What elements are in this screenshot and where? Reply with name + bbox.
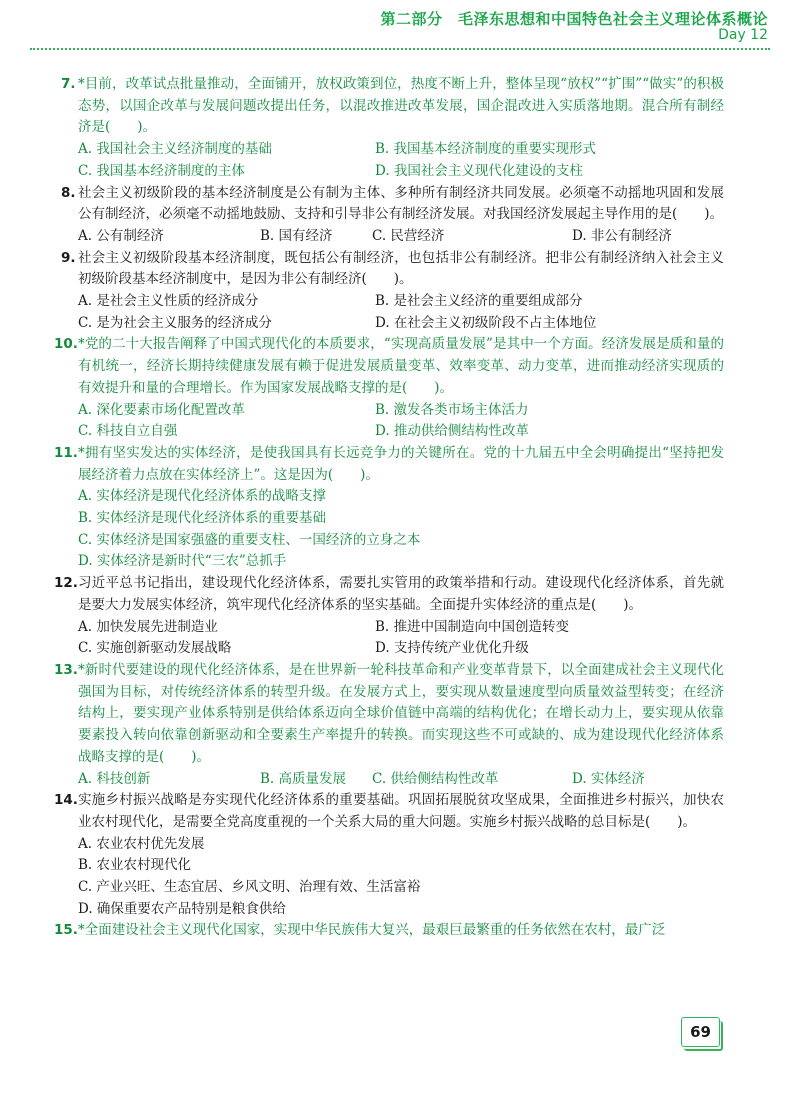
answer-option: B. 是社会主义经济的重要组成部分 <box>375 293 583 310</box>
question-item <box>54 660 724 790</box>
answer-option: D. 我国社会主义现代化建设的支柱 <box>375 162 583 179</box>
question-stem <box>78 443 724 486</box>
answer-option: B. 国有经济 <box>260 227 333 244</box>
question-stem <box>78 74 724 139</box>
answer-option: A. 加快发展先进制造业 <box>78 618 218 635</box>
answer-option: C. 我国基本经济制度的主体 <box>78 162 245 179</box>
question-number: 10. <box>54 336 78 353</box>
question-item <box>54 443 724 573</box>
question-number: 15. <box>54 922 78 939</box>
answer-option: D. 确保重要农产品特别是粮食供给 <box>78 900 286 917</box>
answer-options <box>78 400 724 443</box>
answer-option: C. 供给侧结构性改革 <box>372 770 499 787</box>
question-text: 目前，改革试点批量推动，全面铺开，放权政策到位，热度不断上升，整体呈现“放权”“扩围”“做实”的积极态势，以国企改革与发展问题改提出任务，以混改推进改革发展，国企混改进入实质落地期。混合所有制经济是( )。 <box>78 76 724 136</box>
key-question-marker: * <box>78 336 85 353</box>
answer-option: A. 实体经济是现代化经济体系的战略支撑 <box>78 488 326 505</box>
question-item <box>54 334 724 443</box>
key-question-marker: * <box>78 661 85 678</box>
answer-option: A. 我国社会主义经济制度的基础 <box>78 141 272 158</box>
question-text: 社会主义初级阶段的基本经济制度是公有制为主体、多种所有制经济共同发展。必须毫不动摇地巩固和发展公有制经济，必须毫不动摇地鼓励、支持和引导非公有制经济发展。对我国经济发展起主导作用的是( )。 <box>78 184 724 223</box>
header-dotted-divider <box>30 48 770 50</box>
answer-option: D. 支持传统产业优化升级 <box>375 640 529 657</box>
question-list <box>54 74 724 942</box>
answer-option: B. 激发各类市场主体活力 <box>375 401 529 418</box>
question-number: 13. <box>54 661 78 678</box>
question-item <box>61 183 724 248</box>
answer-option: D. 非公有制经济 <box>572 227 672 244</box>
question-text: 实施乡村振兴战略是夯实现代化经济体系的重要基础。巩固拓展脱贫攻坚成果，全面推进乡村振兴，加快农业农村现代化，是需要全党高度重视的一个关系大局的重大问题。实施乡村振兴战略的总目标是( )。 <box>78 792 724 830</box>
question-item <box>61 74 724 183</box>
answer-option: A. 公有制经济 <box>78 227 164 244</box>
question-text: 习近平总书记指出，建设现代化经济体系，需要扎实管用的政策举措和行动。建设现代化经济体系，首先就是要大力发展实体经济，筑牢现代化经济体系的坚实基础。全面提升实体经济的重点是( )。 <box>78 575 724 613</box>
question-stem <box>78 248 724 291</box>
answer-option: A. 农业农村优先发展 <box>78 835 205 852</box>
answer-option: C. 民营经济 <box>372 227 445 244</box>
answer-options <box>78 226 724 248</box>
answer-option: A. 科技创新 <box>78 770 151 787</box>
question-number: 9. <box>61 249 76 266</box>
answer-options <box>78 834 724 921</box>
question-text: 社会主义初级阶段基本经济制度，既包括公有制经济，也包括非公有制经济。把非公有制经济纳入社会主义初级阶段基本经济制度中，是因为非公有制经济( )。 <box>78 249 724 288</box>
answer-option: D. 实体经济 <box>572 770 645 787</box>
answer-option: C. 实施创新驱动发展战略 <box>78 640 232 657</box>
question-text: 全面建设社会主义现代化国家，实现中华民族伟大复兴，最艰巨最繁重的任务依然在农村，最广泛 <box>84 922 666 939</box>
answer-option: D. 在社会主义初级阶段不占主体地位 <box>375 314 597 331</box>
question-text: 党的二十大报告阐释了中国式现代化的本质要求，“实现高质量发展”是其中一个方面。经济发展是质和量的有机统一，经济长期持续健康发展有赖于促进发展质量变革、效率变革、动力变革，进而推动经济实现质的有效提升和量的合理增长。作为国家发展战略支撑的是( )。 <box>78 336 724 396</box>
page-header <box>0 0 800 48</box>
question-stem <box>78 183 724 226</box>
question-item <box>54 920 724 942</box>
answer-option: C. 实体经济是国家强盛的重要支柱、一国经济的立身之本 <box>78 531 421 548</box>
page-number: 69 <box>681 1017 720 1047</box>
answer-options <box>78 617 724 660</box>
question-item <box>54 573 724 660</box>
header-day-label: Day 12 <box>718 27 768 43</box>
answer-options <box>78 291 724 334</box>
question-stem <box>78 790 724 833</box>
question-text: 拥有坚实发达的实体经济，是使我国具有长远竞争力的关键所在。党的十九届五中全会明确提出“坚持把发展经济着力点放在实体经济上”。这是因为( )。 <box>78 444 724 483</box>
answer-option: C. 是为社会主义服务的经济成分 <box>78 314 272 331</box>
key-question-marker: * <box>78 76 85 92</box>
question-number: 12. <box>54 575 78 592</box>
key-question-marker: * <box>78 922 85 939</box>
header-title: 第二部分 毛泽东思想和中国特色社会主义理论体系概论 <box>380 10 768 28</box>
answer-option: B. 我国基本经济制度的重要实现形式 <box>375 141 597 158</box>
question-stem <box>78 334 724 399</box>
key-question-marker: * <box>78 444 85 461</box>
answer-option: D. 推动供给侧结构性改革 <box>375 423 529 440</box>
answer-option: C. 产业兴旺、生态宜居、乡风文明、治理有效、生活富裕 <box>78 879 421 896</box>
question-stem <box>78 573 724 616</box>
answer-option: B. 农业农村现代化 <box>78 857 192 874</box>
question-item <box>54 790 724 920</box>
answer-option: B. 实体经济是现代化经济体系的重要基础 <box>78 510 327 527</box>
answer-options <box>78 139 724 182</box>
answer-option: A. 深化要素市场化配置改革 <box>78 401 245 418</box>
question-stem <box>78 920 724 942</box>
answer-options <box>78 486 724 573</box>
question-number: 7. <box>61 76 76 92</box>
question-item <box>61 248 724 335</box>
question-number: 8. <box>61 184 76 201</box>
question-stem <box>78 660 724 769</box>
answer-option: A. 是社会主义性质的经济成分 <box>78 293 259 310</box>
question-number: 14. <box>54 792 78 809</box>
answer-option: B. 推进中国制造向中国创造转变 <box>375 618 570 635</box>
question-number: 11. <box>54 444 78 461</box>
answer-option: D. 实体经济是新时代“三农”总抓手 <box>78 553 287 570</box>
answer-options <box>78 769 724 791</box>
answer-option: B. 高质量发展 <box>260 770 347 787</box>
question-text: 新时代要建设的现代化经济体系，是在世界新一轮科技革命和产业变革背景下，以全面建成社会主义现代化强国为目标，对传统经济体系的转型升级。在发展方式上，要实现从数量速度型向质量效益型转变；在经济结构上，要实现产业体系特别是供给体系迈向全球价值链中高端的结构优化；在增长动力上，要实现从依靠要素投入转向依靠创新驱动和全要素生产率提升的转换。而实现这些不可或缺的、成为建设现代化经济体系战略支撑的是( )。 <box>78 661 724 765</box>
answer-option: C. 科技自立自强 <box>78 423 178 440</box>
